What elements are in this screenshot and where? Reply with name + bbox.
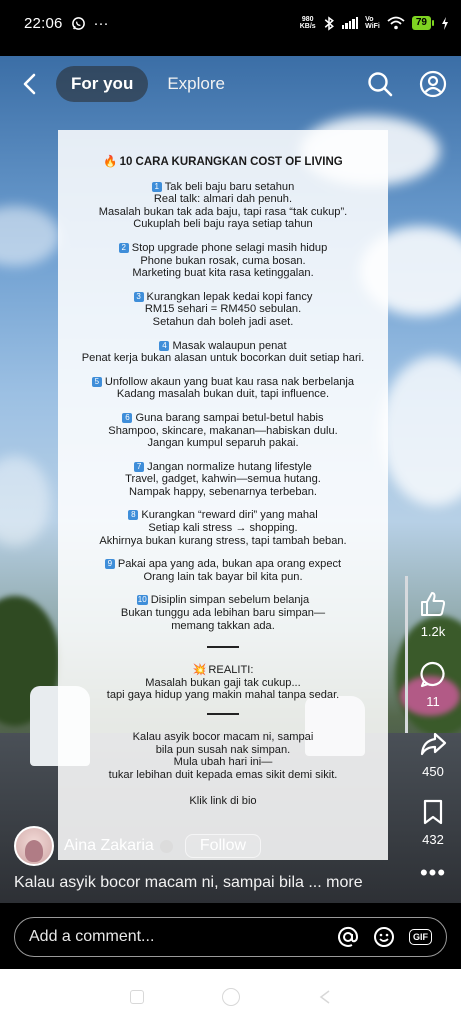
tip-heading-text: Unfollow akaun yang buat kau rasa nak berbelanja xyxy=(104,375,355,388)
tip-heading-text: Pakai apa yang ada, bukan apa orang expect xyxy=(117,558,342,571)
avatar[interactable] xyxy=(14,826,54,866)
tip-line: Marketing buat kita rasa ketinggalan. xyxy=(132,267,314,280)
follow-button[interactable]: Follow xyxy=(185,834,261,858)
emoji-icon[interactable] xyxy=(373,926,395,948)
comment-button[interactable] xyxy=(405,660,461,709)
tip-heading xyxy=(58,376,388,389)
system-nav-bar xyxy=(0,969,461,1024)
tip-heading-text: Kurangkan “reward diri” yang mahal xyxy=(141,509,318,522)
bookmark-icon xyxy=(421,798,445,826)
share-arrow-icon xyxy=(419,730,447,758)
tip-heading-text: Guna barang sampai betul-betul habis xyxy=(135,411,324,424)
tip-heading xyxy=(58,340,388,353)
caption-more-link[interactable]: ... more xyxy=(308,874,363,891)
tip-line: Penat kerja bukan alasan untuk bocorkan duit setiap hari. xyxy=(81,352,365,365)
closing-line: Mula ubah hari ini— xyxy=(173,756,273,769)
number-badge: 4 xyxy=(159,341,169,351)
realiti-line: Masalah bukan gaji tak cukup... xyxy=(145,676,301,689)
tip-line: Nampak happy, sebenarnya terbeban. xyxy=(129,485,317,498)
gif-button[interactable]: GIF xyxy=(409,929,432,945)
tip-line: Bukan tunggu ada lebihan baru simpan— xyxy=(120,607,326,620)
boom-icon: 💥 xyxy=(192,664,207,677)
tip-line: Jangan kumpul separuh pakai. xyxy=(147,437,299,450)
verified-badge-icon xyxy=(160,840,173,853)
tip-heading xyxy=(58,181,388,194)
tip-item xyxy=(58,242,388,280)
tip-heading-text: Jangan normalize hutang lifestyle xyxy=(147,460,312,473)
tip-item xyxy=(58,461,388,499)
share-count: 450 xyxy=(422,764,444,779)
tip-item xyxy=(58,376,388,401)
tip-item xyxy=(58,509,388,547)
tip-heading-text: Stop upgrade phone selagi masih hidup xyxy=(131,241,328,254)
more-options-button[interactable] xyxy=(405,862,461,884)
status-time: 22:06 xyxy=(24,14,63,32)
number-badge: 7 xyxy=(134,462,144,472)
number-badge: 8 xyxy=(128,510,138,520)
comment-bar xyxy=(0,903,461,969)
recents-button[interactable] xyxy=(130,990,144,1004)
vowifi-indicator: Vo WiFi xyxy=(365,16,380,30)
tip-line: Setiap kali stress → shopping. xyxy=(148,522,298,535)
closing-line: Kalau asyik bocor macam ni, sampai xyxy=(132,731,314,743)
tip-heading xyxy=(58,558,388,571)
more-notifications-icon: ··· xyxy=(93,14,109,32)
realiti-block xyxy=(58,664,388,702)
post-title: 🔥 10 CARA KURANGKAN COST OF LIVING xyxy=(103,156,343,168)
number-badge: 2 xyxy=(119,243,129,253)
closing-block xyxy=(58,731,388,781)
more-dots-icon: ••• xyxy=(419,860,447,885)
tip-item xyxy=(58,412,388,450)
tip-item xyxy=(58,594,388,632)
signal-icon xyxy=(342,17,359,29)
thumbs-up-icon xyxy=(419,590,447,618)
tips-list xyxy=(58,181,388,633)
tip-heading xyxy=(58,412,388,425)
tip-heading-text: Disiplin simpan sebelum belanja xyxy=(150,594,310,607)
tip-line: Shampoo, skincare, makanan—habiskan dulu. xyxy=(108,424,338,437)
tab-explore[interactable]: Explore xyxy=(167,74,225,93)
share-button[interactable] xyxy=(405,730,461,779)
save-count: 432 xyxy=(422,832,444,847)
comment-bubble-icon xyxy=(419,660,447,688)
charging-icon xyxy=(441,17,449,30)
network-speed: 980 KB/s xyxy=(299,16,316,30)
top-nav xyxy=(0,62,461,106)
back-nav-icon[interactable] xyxy=(318,989,332,1005)
tip-line: Masalah bukan tak ada baju, tapi rasa “tak cukup”. xyxy=(98,205,348,218)
tip-heading-text: Kurangkan lepak kedai kopi fancy xyxy=(146,290,313,303)
tip-line: Cukuplah beli baju raya setiap tahun xyxy=(133,218,313,231)
number-badge: 3 xyxy=(134,292,144,302)
battery-icon xyxy=(412,16,434,30)
author-row xyxy=(14,826,261,866)
search-icon[interactable] xyxy=(367,71,393,97)
tip-heading xyxy=(58,291,388,304)
tip-line: Real talk: almari dah penuh. xyxy=(153,193,293,206)
battery-level: 79 xyxy=(412,16,431,30)
number-badge: 6 xyxy=(122,413,132,423)
realiti-title: REALITI: xyxy=(208,664,254,677)
tip-line: Kadang masalah bukan duit, tapi influence. xyxy=(116,388,330,401)
tip-line: Phone bukan rosak, cuma bosan. xyxy=(140,254,306,267)
post-caption[interactable] xyxy=(14,874,363,892)
realiti-line: tapi gaya hidup yang makin mahal tanpa sedar. xyxy=(106,689,340,702)
divider xyxy=(207,713,239,715)
save-button[interactable] xyxy=(405,798,461,847)
home-button[interactable] xyxy=(222,988,240,1006)
tip-heading xyxy=(58,594,388,607)
tip-line: Orang lain tak bayar bil kita pun. xyxy=(143,570,303,583)
fire-icon: 🔥 xyxy=(103,156,118,168)
tip-line: Setahun dah boleh jadi aset. xyxy=(152,315,294,328)
tip-heading xyxy=(58,242,388,255)
profile-icon[interactable] xyxy=(419,70,447,98)
tip-line: Akhirnya bukan kurang stress, tapi tambah beban. xyxy=(99,534,347,547)
tip-heading-text: Masak walaupun penat xyxy=(172,339,287,352)
wifi-icon xyxy=(387,16,405,30)
whatsapp-icon xyxy=(71,16,86,31)
number-badge: 9 xyxy=(105,559,115,569)
tip-line: RM15 sehari = RM450 sebulan. xyxy=(144,303,302,316)
number-badge: 10 xyxy=(137,595,147,605)
like-count: 1.2k xyxy=(420,624,446,639)
bluetooth-icon xyxy=(323,16,335,31)
post-text-card xyxy=(58,130,388,860)
tip-heading xyxy=(58,509,388,522)
closing-line: tukar lebihan duit kepada emas sikit demi sikit. xyxy=(108,768,338,781)
like-button[interactable] xyxy=(405,590,461,639)
tip-heading xyxy=(58,461,388,474)
back-arrow-icon xyxy=(22,73,36,95)
tip-item xyxy=(58,558,388,583)
author-name[interactable]: Aina Zakaria xyxy=(64,837,154,854)
mention-icon[interactable] xyxy=(337,926,359,948)
back-button[interactable] xyxy=(14,69,44,99)
caption-text: Kalau asyik bocor macam ni, sampai bila xyxy=(14,874,304,891)
closing-line: bila pun susah nak simpan. xyxy=(155,743,291,756)
comment-placeholder: Add a comment... xyxy=(29,928,155,945)
call-to-action: Klik link di bio xyxy=(189,795,257,808)
tip-heading-text: Tak beli baju baru setahun xyxy=(164,180,295,193)
tip-item xyxy=(58,340,388,365)
tip-item xyxy=(58,291,388,329)
tab-for-you[interactable]: For you xyxy=(56,66,148,102)
comment-input[interactable] xyxy=(14,917,447,957)
comment-count: 11 xyxy=(426,694,440,709)
number-badge: 5 xyxy=(92,377,102,387)
status-bar xyxy=(0,0,461,46)
tip-item xyxy=(58,181,388,231)
number-badge: 1 xyxy=(152,182,162,192)
divider xyxy=(207,646,239,648)
tip-line: memang takkan ada. xyxy=(171,619,275,632)
tip-line: Travel, gadget, kahwin—semua hutang. xyxy=(125,473,321,486)
